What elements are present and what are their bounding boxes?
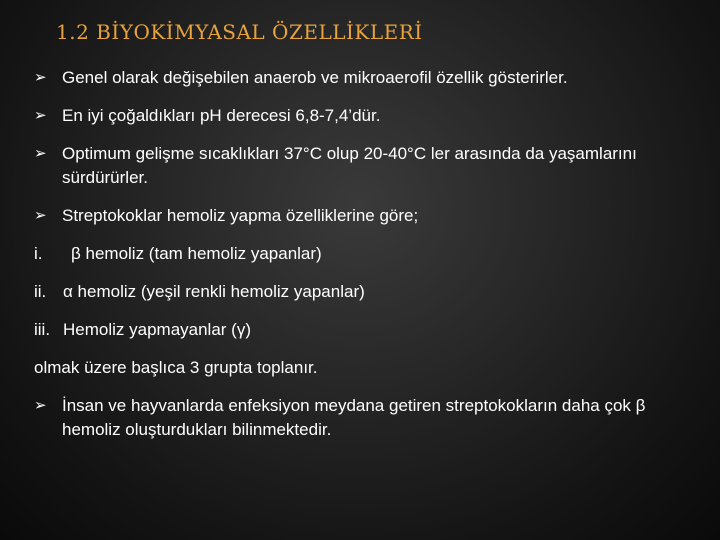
item-number: ii. (34, 282, 47, 301)
plain-text-line: olmak üzere başlıca 3 grupta toplanır. (34, 358, 318, 377)
numbered-text: α hemoliz (yeşil renkli hemoliz yapanlar) (63, 282, 365, 301)
arrow-bullet-icon: ➢ (34, 145, 47, 162)
arrow-bullet-icon: ➢ (34, 397, 47, 414)
bullet-text: Genel olarak değişebilen anaerob ve mikroaerofil özellik gösterirler. (62, 68, 568, 87)
slide-body (34, 66, 704, 456)
bullet-text: Optimum gelişme sıcaklıkları 37°C olup 20-40°C ler arasında da yaşamlarını sürdürürler. (62, 144, 637, 187)
arrow-bullet-icon: ➢ (34, 107, 47, 124)
numbered-item (34, 242, 704, 266)
item-number: iii. (34, 320, 51, 339)
arrow-bullet-icon: ➢ (34, 207, 47, 224)
bullet-item (34, 204, 704, 228)
bullet-item (34, 66, 704, 90)
bullet-item (34, 142, 704, 190)
bullet-text: İnsan ve hayvanlarda enfeksiyon meydana getiren streptokokların daha çok β hemoliz oluşturdukları bilinmektedir. (62, 396, 646, 439)
bullet-text: En iyi çoğaldıkları pH derecesi 6,8-7,4’dür. (62, 106, 381, 125)
arrow-bullet-icon: ➢ (34, 69, 47, 86)
bullet-item (34, 394, 704, 442)
numbered-item (34, 318, 704, 342)
bullet-text: Streptokoklar hemoliz yapma özelliklerine göre; (62, 206, 419, 225)
numbered-text: β hemoliz (tam hemoliz yapanlar) (71, 244, 322, 263)
item-number: i. (34, 244, 43, 263)
numbered-item (34, 280, 704, 304)
numbered-text: Hemoliz yapmayanlar (γ) (63, 320, 251, 339)
slide-title: 1.2 BİYOKİMYASAL ÖZELLİKLERİ (56, 20, 423, 44)
bullet-item (34, 104, 704, 128)
